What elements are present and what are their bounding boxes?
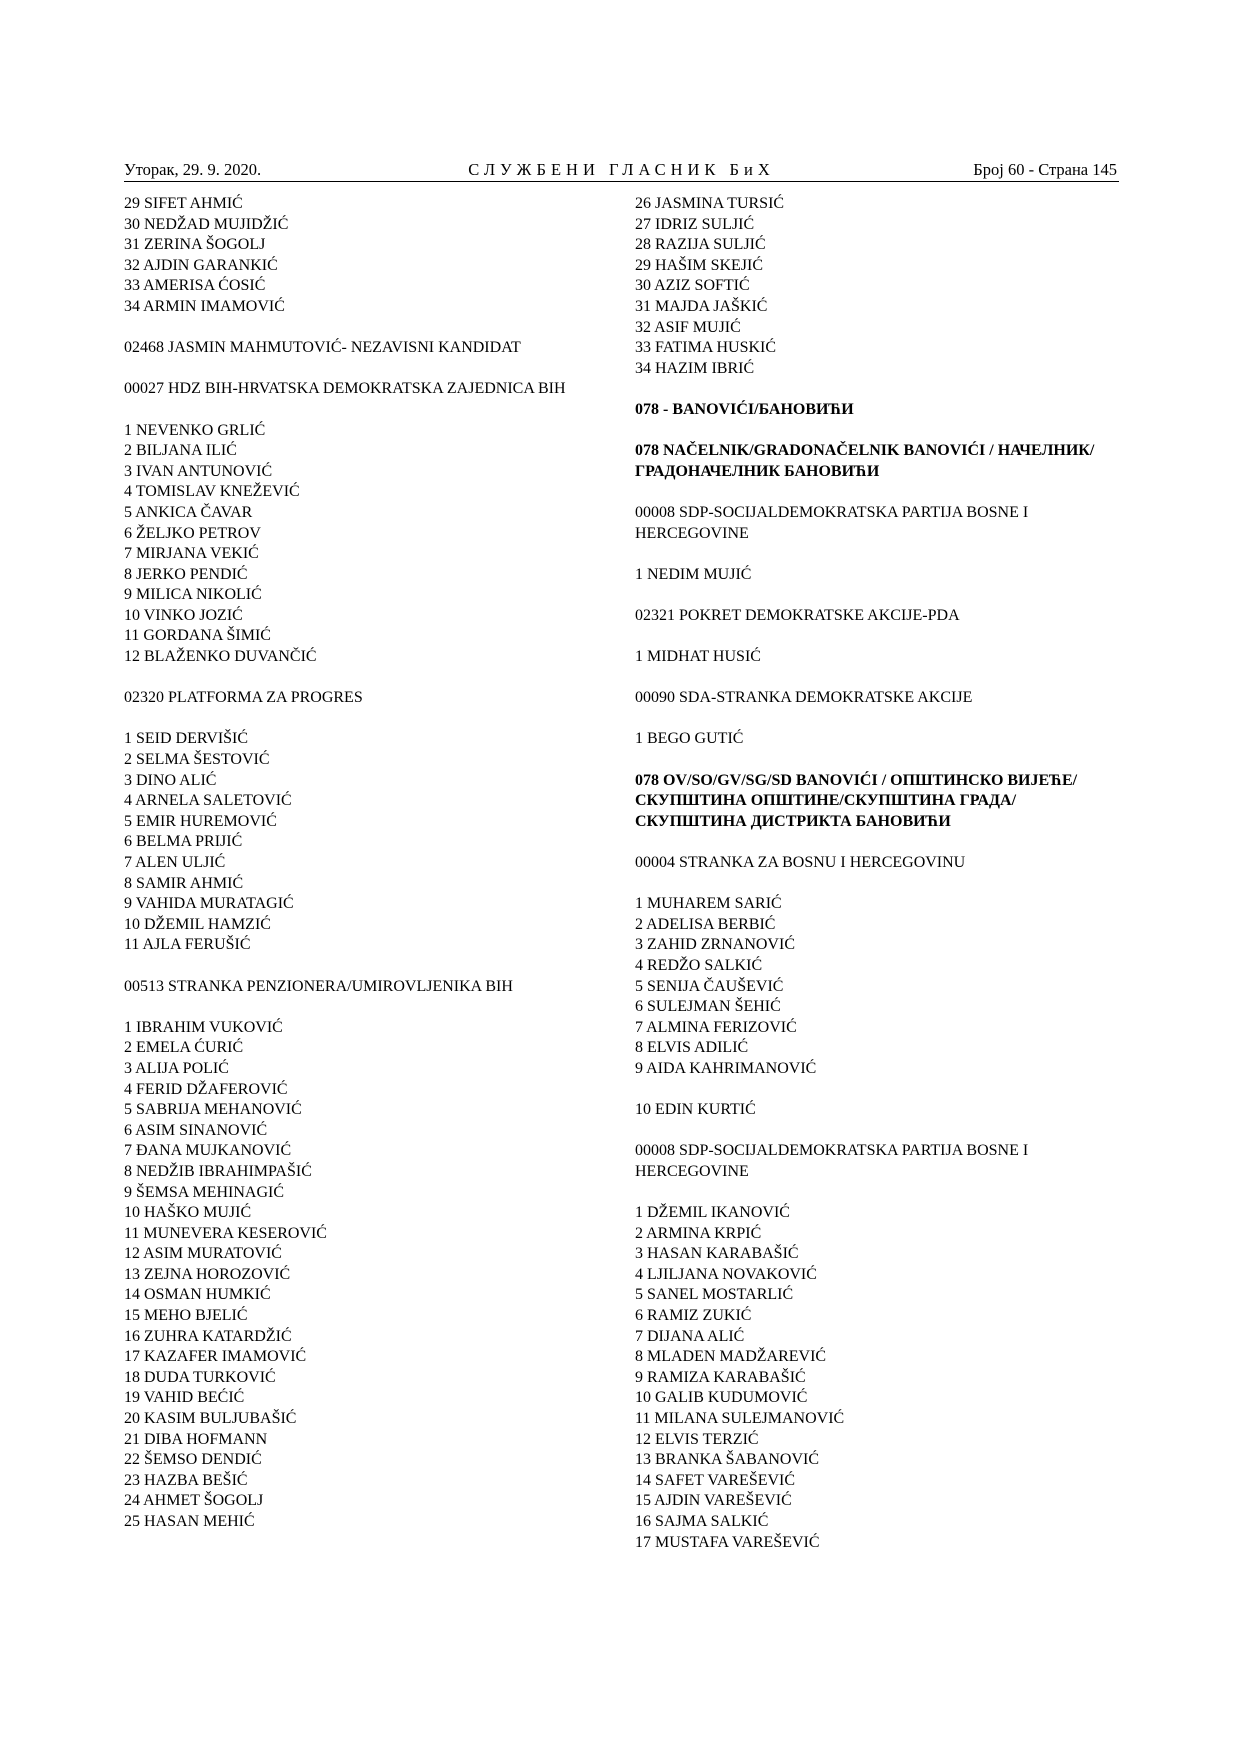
candidate-line: 22 ŠEMSO DENDIĆ (124, 1451, 262, 1469)
candidate-line: 4 LJILJANA NOVAKOVIĆ (635, 1265, 817, 1283)
candidate-line: 5 EMIR HUREMOVIĆ (124, 812, 277, 830)
candidate-line: 1 SEID DERVIŠIĆ (124, 730, 249, 748)
candidate-line: 9 VAHIDA MURATAGIĆ (124, 895, 294, 913)
candidate-line: 23 HAZBA BEŠIĆ (124, 1471, 248, 1489)
candidate-line: 15 AJDIN VAREŠEVIĆ (635, 1492, 792, 1510)
candidate-line: 2 BILJANA ILIĆ (124, 442, 237, 460)
candidate-line: 8 SAMIR AHMIĆ (124, 874, 244, 892)
candidate-line: 6 ŽELJKO PETROV (124, 524, 261, 542)
party-heading: 00008 SDP-SOCIJALDEMOKRATSKA PARTIJA BOSNE I HERCEGOVINE (635, 503, 1029, 542)
header-date: Уторак, 29. 9. 2020. (124, 160, 262, 179)
party-heading: 02468 JASMIN MAHMUTOVIĆ- NEZAVISNI KANDIDAT (124, 339, 521, 357)
candidate-line: 8 ELVIS ADILIĆ (635, 1039, 749, 1057)
candidate-line: 30 AZIZ SOFTIĆ (635, 277, 750, 295)
candidate-line: 24 AHMET ŠOGOLJ (124, 1492, 264, 1510)
party-heading: 00090 SDA-STRANKA DEMOKRATSKE AKCIJE (635, 689, 973, 707)
candidate-line: 10 HAŠKO MUJIĆ (124, 1204, 252, 1222)
candidate-line: 8 NEDŽIB IBRAHIMPAŠIĆ (124, 1162, 312, 1180)
candidate-line: 20 KASIM BULJUBAŠIĆ (124, 1410, 297, 1428)
candidate-line: 32 AJDIN GARANKIĆ (124, 256, 278, 274)
candidate-line: 9 AIDA KAHRIMANOVIĆ (635, 1059, 817, 1077)
party-heading: 00513 STRANKA PENZIONERA/UMIROVLJENIKA BIH (124, 977, 513, 995)
candidate-line: 7 MIRJANA VEKIĆ (124, 545, 259, 563)
candidate-line: 33 FATIMA HUSKIĆ (635, 339, 777, 357)
candidate-line: 4 TOMISLAV KNEŽEVIĆ (124, 483, 300, 501)
candidate-line: 19 VAHID BEĆIĆ (124, 1389, 245, 1407)
candidate-line: 17 KAZAFER IMAMOVIĆ (124, 1348, 307, 1366)
party-heading: 02321 POKRET DEMOKRATSKE AKCIJE-PDA (635, 606, 960, 624)
candidate-line: 2 ARMINA KRPIĆ (635, 1224, 762, 1242)
candidate-line: 16 ZUHRA KATARDŽIĆ (124, 1327, 292, 1345)
candidate-line: 8 JERKO PENDIĆ (124, 565, 248, 583)
candidate-line: 21 DIBA HOFMANN (124, 1430, 268, 1448)
party-heading: 00008 SDP-SOCIJALDEMOKRATSKA PARTIJA BOSNE I HERCEGOVINE (635, 1142, 1029, 1180)
candidate-line: 6 RAMIZ ZUKIĆ (635, 1307, 752, 1325)
candidate-line: 11 MUNEVERA KESEROVIĆ (124, 1224, 327, 1242)
candidate-line: 12 ASIM MURATOVIĆ (124, 1245, 282, 1263)
candidate-line: 9 MILICA NIKOLIĆ (124, 586, 262, 604)
candidate-line: 9 ŠEMSA MEHINAGIĆ (124, 1183, 285, 1201)
candidate-line: 9 RAMIZA KARABAŠIĆ (635, 1368, 806, 1386)
candidate-line: 17 MUSTAFA VAREŠEVIĆ (635, 1533, 820, 1551)
candidate-line: 4 REDŽO SALKIĆ (635, 956, 763, 974)
candidate-line: 7 DIJANA ALIĆ (635, 1327, 745, 1345)
candidate-line: 5 SANEL MOSTARLIĆ (635, 1286, 794, 1304)
candidate-line: 29 HAŠIM SKEJIĆ (635, 256, 764, 274)
candidate-line: 7 ALEN ULJIĆ (124, 854, 226, 871)
candidate-line: 13 ZEJNA HOROZOVIĆ (124, 1265, 291, 1283)
candidate-line: 5 SABRIJA MEHANOVIĆ (124, 1101, 302, 1119)
right-column (635, 194, 1105, 1553)
candidate-line: 31 MAJDA JAŠKIĆ (635, 297, 768, 315)
candidate-line: 27 IDRIZ SULJIĆ (635, 215, 755, 233)
candidate-line: 8 MLADEN MADŽAREVIĆ (635, 1348, 827, 1366)
candidate-line: 6 SULEJMAN ŠEHIĆ (635, 998, 781, 1016)
candidate-line: 10 DŽEMIL HAMZIĆ (124, 915, 271, 933)
candidate-line: 10 EDIN KURTIĆ (635, 1101, 756, 1119)
candidate-line: 1 BEGO GUTIĆ (635, 730, 744, 748)
candidate-line: 2 ADELISA BERBIĆ (635, 915, 776, 933)
candidate-line: 5 SENIJA ČAUŠEVIĆ (635, 977, 784, 995)
candidate-line: 2 SELMA ŠESTOVIĆ (124, 751, 270, 769)
candidate-line: 3 ZAHID ZRNANOVIĆ (635, 936, 795, 954)
candidate-line: 33 AMERISA ĆOSIĆ (124, 277, 266, 295)
header-page-number: Број 60 - Страна 145 (973, 160, 1117, 179)
candidate-line: 2 EMELA ĆURIĆ (124, 1039, 244, 1057)
candidate-line: 1 DŽEMIL IKANOVIĆ (635, 1204, 790, 1222)
candidate-line: 34 HAZIM IBRIĆ (635, 359, 755, 377)
left-column (124, 194, 594, 1533)
election-heading-council: 078 OV/SO/GV/SG/SD BANOVIĆI / ОПШТИНСКО ВИЈЕЋЕ/СКУПШТИНА ОПШТИНЕ/СКУПШТИНА ГРАДА/СКУПШТИНА ДИСТРИКТА БАНОВИЋИ (635, 771, 1078, 830)
candidate-line: 11 GORDANA ŠIMIĆ (124, 627, 271, 645)
candidate-line: 3 DINO ALIĆ (124, 771, 217, 789)
election-heading-mayor: 078 NAČELNIK/GRADONAČELNIK BANOVIĆI / НАЧЕЛНИК/ГРАДОНАЧЕЛНИК БАНОВИЋИ (635, 442, 1095, 480)
candidate-line: 6 ASIM SINANOVIĆ (124, 1121, 268, 1139)
candidate-line: 31 ZERINA ŠOGOLJ (124, 236, 266, 254)
candidate-line: 5 ANKICA ČAVAR (124, 503, 253, 521)
candidate-line: 12 BLAŽENKO DUVANČIĆ (124, 648, 317, 666)
candidate-line: 34 ARMIN IMAMOVIĆ (124, 297, 285, 315)
candidate-line: 14 SAFET VAREŠEVIĆ (635, 1471, 796, 1489)
candidate-line: 10 VINKO JOZIĆ (124, 606, 243, 624)
candidate-line: 32 ASIF MUJIĆ (635, 318, 741, 336)
candidate-line: 3 IVAN ANTUNOVIĆ (124, 462, 273, 480)
candidate-line: 30 NEDŽAD MUJIDŽIĆ (124, 215, 289, 233)
candidate-line: 12 ELVIS TERZIĆ (635, 1430, 759, 1448)
candidate-line: 14 OSMAN HUMKIĆ (124, 1286, 271, 1304)
party-heading: 00027 HDZ BIH-HRVATSKA DEMOKRATSKA ZAJEDNICA BIH (124, 380, 566, 398)
candidate-line: 10 GALIB KUDUMOVIĆ (635, 1389, 808, 1407)
candidate-line: 4 FERID DŽAFEROVIĆ (124, 1080, 288, 1098)
candidate-line: 28 RAZIJA SULJIĆ (635, 236, 766, 254)
candidate-line: 6 BELMA PRIJIĆ (124, 833, 243, 851)
candidate-line: 3 ALIJA POLIĆ (124, 1059, 229, 1077)
candidate-line: 13 BRANKA ŠABANOVIĆ (635, 1451, 820, 1469)
candidate-line: 11 AJLA FERUŠIĆ (124, 936, 251, 954)
candidate-line: 25 HASAN MEHIĆ (124, 1513, 255, 1530)
party-heading: 02320 PLATFORMA ZA PROGRES (124, 689, 363, 707)
candidate-line: 16 SAJMA SALKIĆ (635, 1513, 769, 1530)
candidate-line: 1 MIDHAT HUSIĆ (635, 648, 761, 666)
candidate-line: 18 DUDA TURKOVIĆ (124, 1368, 276, 1386)
candidate-line: 26 JASMINA TURSIĆ (635, 195, 785, 212)
header-journal-title: СЛУЖБЕНИ ГЛАСНИК БиХ (468, 160, 775, 179)
candidate-line: 11 MILANA SULEJMANOVIĆ (635, 1410, 845, 1428)
candidate-line: 29 SIFET AHMIĆ (124, 195, 243, 212)
page-header (124, 159, 1119, 182)
candidate-line: 7 ALMINA FERIZOVIĆ (635, 1018, 797, 1036)
municipality-heading: 078 - BANOVIĆI/БАНОВИЋИ (635, 400, 854, 418)
candidate-line: 3 HASAN KARABAŠIĆ (635, 1245, 799, 1263)
candidate-line: 15 MEHO BJELIĆ (124, 1307, 248, 1325)
candidate-line: 7 ĐANA MUJKANOVIĆ (124, 1142, 292, 1160)
candidate-line: 1 IBRAHIM VUKOVIĆ (124, 1018, 283, 1036)
candidate-line: 4 ARNELA SALETOVIĆ (124, 792, 292, 810)
candidate-line: 1 NEDIM MUJIĆ (635, 565, 752, 583)
candidate-line: 1 NEVENKO GRLIĆ (124, 421, 266, 439)
party-heading: 00004 STRANKA ZA BOSNU I HERCEGOVINU (635, 854, 966, 871)
candidate-line: 1 MUHAREM SARIĆ (635, 895, 782, 913)
